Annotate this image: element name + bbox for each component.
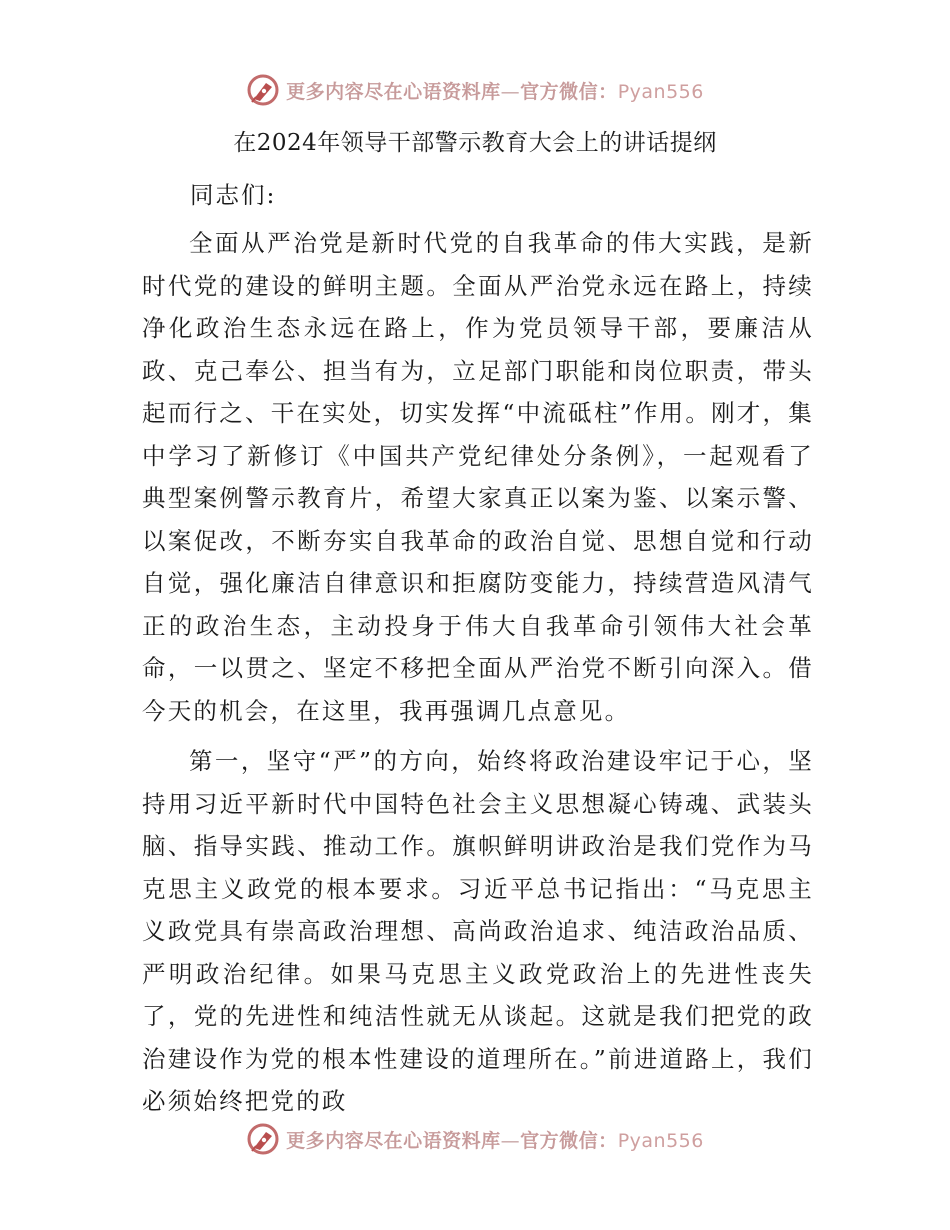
paragraph-text: 全面从严治党是新时代党的自我革命的伟大实践，是新时代党的建设的鲜明主题。全面从严治党永远在路上，持续净化政治生态永远在路上，作为党员领导干部，要廉洁从政、克己奉公、担当有为，立足部门职能和岗位职责，带头起而行之、干在实处，切实发挥“中流砥柱”作用。刚才，集中学习了新修订《中国共产党纪律处分条例》，一起观看了典型案例警示教育片，希望大家真正以案为鉴、以案示警、以案促改，不断夯实自我革命的政治自觉、思想自觉和行动自觉，强化廉洁自律意识和拒腐防变能力，持续营造风清气正的政治生态，主动投身于伟大自我革命引领伟大社会革命，一以贯之、坚定不移把全面从严治党不断引向深入。借今天的机会，在这里，我再强调几点意见。 [142,229,814,725]
watermark-text [286,77,704,104]
pen-nib-circle-icon [246,1122,280,1156]
pen-nib-circle-icon [246,73,280,107]
watermark-wechat-id: Pyan556 [617,1129,704,1152]
header-watermark [0,72,950,108]
footer-watermark [0,1121,950,1157]
greeting: 同志们: [190,181,277,209]
watermark-main-text: 更多内容尽在心语资料库 [286,1129,501,1152]
watermark-wechat-label: 官方微信： [520,1129,618,1152]
watermark-wechat-label: 官方微信： [520,80,618,103]
body-paragraph-2 [142,740,814,1123]
watermark-main-text: 更多内容尽在心语资料库 [286,80,501,103]
paragraph-text: 第一，坚守“严”的方向，始终将政治建设牢记于心，坚持用习近平新时代中国特色社会主义思想凝心铸魂、武装头脑、指导实践、推动工作。旗帜鲜明讲政治是我们党作为马克思主义政党的根本要求。习近平总书记指出：“马克思主义政党具有崇高政治理想、高尚政治追求、纯洁政治品质、严明政治纪律。如果马克思主义政党政治上的先进性丧失了，党的先进性和纯洁性就无从谈起。这就是我们把党的政治建设作为党的根本性建设的道理所在。”前进道路上，我们必须始终把党的政 [142,747,814,1115]
watermark-dash: — [500,1129,521,1152]
watermark-wechat-id: Pyan556 [617,80,704,103]
watermark-dash: — [500,80,521,103]
body-paragraph-1 [142,222,814,732]
watermark-text [286,1126,704,1153]
document-title: 在2024年领导干部警示教育大会上的讲话提纲 [233,130,717,156]
